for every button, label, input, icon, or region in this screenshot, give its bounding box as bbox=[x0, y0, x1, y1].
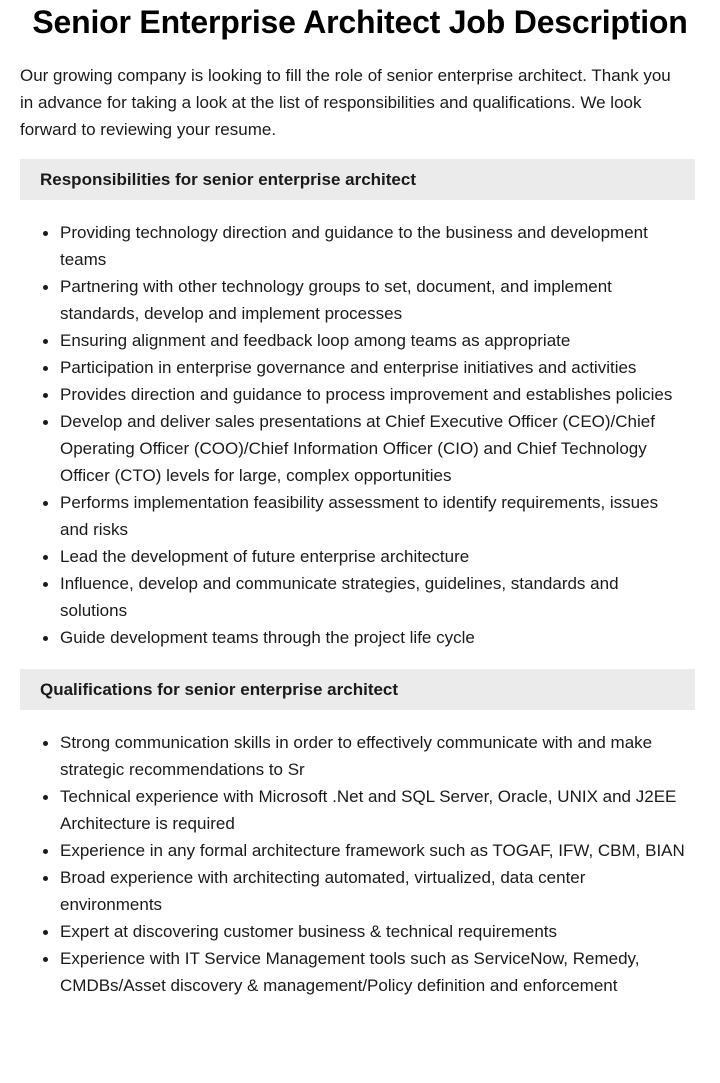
bullet-icon bbox=[43, 876, 48, 881]
responsibilities-section bbox=[20, 159, 700, 651]
list-item bbox=[60, 783, 690, 837]
list-item-text: Participation in enterprise governance and enterprise initiatives and activities bbox=[60, 358, 637, 377]
qualifications-list bbox=[20, 729, 700, 999]
list-item bbox=[60, 729, 690, 783]
list-item bbox=[60, 570, 690, 624]
bullet-icon bbox=[43, 339, 48, 344]
list-item-text: Broad experience with architecting automated, virtualized, data center environments bbox=[60, 868, 586, 914]
list-item-text: Provides direction and guidance to process improvement and establishes policies bbox=[60, 385, 673, 404]
list-item-text: Technical experience with Microsoft .Net and SQL Server, Oracle, UNIX and J2EE Architecture is required bbox=[60, 787, 677, 833]
list-item-text: Experience in any formal architecture framework such as TOGAF, IFW, CBM, BIAN bbox=[60, 841, 685, 860]
bullet-icon bbox=[43, 501, 48, 506]
bullet-icon bbox=[43, 231, 48, 236]
list-item bbox=[60, 945, 690, 999]
bullet-icon bbox=[43, 285, 48, 290]
list-item-text: Guide development teams through the project life cycle bbox=[60, 628, 475, 647]
list-item bbox=[60, 837, 690, 864]
list-item bbox=[60, 489, 690, 543]
list-item-text: Lead the development of future enterprise architecture bbox=[60, 547, 470, 566]
list-item-text: Experience with IT Service Management tools such as ServiceNow, Remedy, CMDBs/Asset discovery & management/Policy definition and enforcement bbox=[60, 949, 640, 995]
qualifications-header bbox=[20, 669, 695, 710]
list-item bbox=[60, 408, 690, 489]
list-item-text: Strong communication skills in order to effectively communicate with and make strategic recommendations to Sr bbox=[60, 733, 653, 779]
responsibilities-header bbox=[20, 159, 695, 200]
list-item-text: Influence, develop and communicate strategies, guidelines, standards and solutions bbox=[60, 574, 619, 620]
bullet-icon bbox=[43, 555, 48, 560]
bullet-icon bbox=[43, 741, 48, 746]
bullet-icon bbox=[43, 957, 48, 962]
bullet-icon bbox=[43, 930, 48, 935]
responsibilities-heading: Responsibilities for senior enterprise architect bbox=[40, 169, 417, 189]
bullet-icon bbox=[43, 393, 48, 398]
list-item bbox=[60, 273, 690, 327]
bullet-icon bbox=[43, 420, 48, 425]
list-item-text: Ensuring alignment and feedback loop among teams as appropriate bbox=[60, 331, 571, 350]
list-item bbox=[60, 354, 690, 381]
bullet-icon bbox=[43, 582, 48, 587]
list-item-text: Develop and deliver sales presentations at Chief Executive Officer (CEO)/Chief Operating Officer (COO)/Chief Information Officer (CIO) and Chief Technology Officer (CTO) levels for large, complex opportunities bbox=[60, 412, 655, 485]
responsibilities-list bbox=[20, 219, 700, 651]
list-item-text: Partnering with other technology groups to set, document, and implement standards, develop and implement processes bbox=[60, 277, 612, 323]
list-item bbox=[60, 327, 690, 354]
list-item bbox=[60, 543, 690, 570]
bullet-icon bbox=[43, 795, 48, 800]
bullet-icon bbox=[43, 849, 48, 854]
list-item bbox=[60, 624, 690, 651]
list-item bbox=[60, 864, 690, 918]
list-item-text: Performs implementation feasibility assessment to identify requirements, issues and risks bbox=[60, 493, 659, 539]
list-item bbox=[60, 219, 690, 273]
intro-paragraph: Our growing company is looking to fill the role of senior enterprise architect. Thank you in advance for taking a look at the list of responsibilities and qualifications. We look forward to reviewing your resume. bbox=[20, 66, 671, 139]
page-title: Senior Enterprise Architect Job Description bbox=[32, 4, 688, 40]
list-item-text: Providing technology direction and guidance to the business and development teams bbox=[60, 223, 648, 269]
bullet-icon bbox=[43, 636, 48, 641]
bullet-icon bbox=[43, 366, 48, 371]
list-item bbox=[60, 381, 690, 408]
qualifications-section bbox=[20, 669, 700, 999]
list-item bbox=[60, 918, 690, 945]
list-item-text: Expert at discovering customer business & technical requirements bbox=[60, 922, 558, 941]
qualifications-heading: Qualifications for senior enterprise architect bbox=[40, 679, 399, 699]
